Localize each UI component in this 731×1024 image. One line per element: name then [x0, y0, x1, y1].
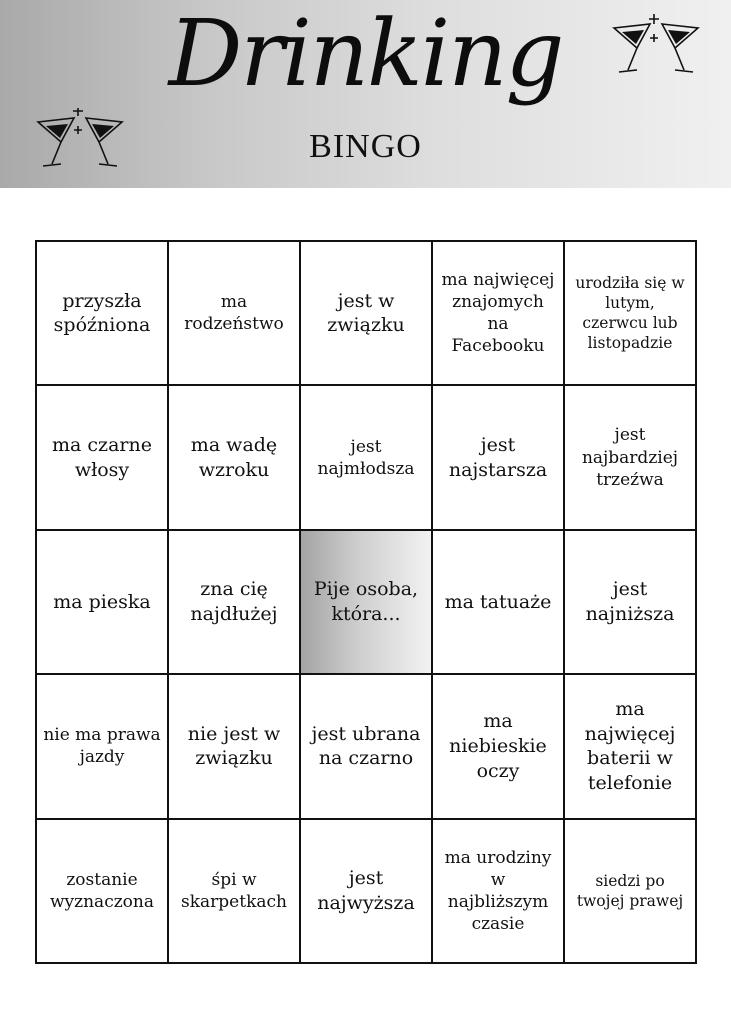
title-bingo: BINGO [309, 128, 422, 165]
bingo-cell[interactable]: jest w związku [300, 241, 432, 385]
bingo-cell[interactable]: jest najniższa [564, 530, 696, 674]
bingo-cell[interactable]: jest najwyższa [300, 819, 432, 963]
bingo-cell[interactable]: ma tatuaże [432, 530, 564, 674]
bingo-grid [35, 240, 697, 964]
cocktail-glasses-icon [34, 108, 126, 174]
bingo-cell[interactable]: nie jest w związku [168, 674, 300, 818]
bingo-cell[interactable]: ma najwięcej baterii w telefonie [564, 674, 696, 818]
bingo-cell[interactable]: zostanie wyznaczona [36, 819, 168, 963]
bingo-cell[interactable]: siedzi po twojej prawej [564, 819, 696, 963]
bingo-cell[interactable]: ma czarne włosy [36, 385, 168, 529]
bingo-cell[interactable]: zna cię najdłużej [168, 530, 300, 674]
bingo-cell[interactable]: przyszła spóźniona [36, 241, 168, 385]
title-script: Drinking [168, 0, 563, 107]
cocktail-glasses-icon [610, 14, 702, 80]
bingo-cell[interactable]: ma rodzeństwo [168, 241, 300, 385]
bingo-cell[interactable]: ma najwięcej znajomych na Facebooku [432, 241, 564, 385]
bingo-cell[interactable]: jest najbardziej trzeźwa [564, 385, 696, 529]
bingo-cell[interactable]: nie ma prawa jazdy [36, 674, 168, 818]
header-banner [0, 0, 731, 188]
bingo-cell[interactable]: jest najstarsza [432, 385, 564, 529]
bingo-cell[interactable]: urodziła się w lutym, czerwcu lub listopadzie [564, 241, 696, 385]
bingo-cell[interactable]: śpi w skarpetkach [168, 819, 300, 963]
bingo-center-cell[interactable]: Pije osoba, która... [300, 530, 432, 674]
bingo-cell[interactable]: jest ubrana na czarno [300, 674, 432, 818]
bingo-cell[interactable]: ma wadę wzroku [168, 385, 300, 529]
bingo-cell[interactable]: ma pieska [36, 530, 168, 674]
bingo-cell[interactable]: ma niebieskie oczy [432, 674, 564, 818]
bingo-cell[interactable]: ma urodziny w najbliższym czasie [432, 819, 564, 963]
bingo-cell[interactable]: jest najmłodsza [300, 385, 432, 529]
